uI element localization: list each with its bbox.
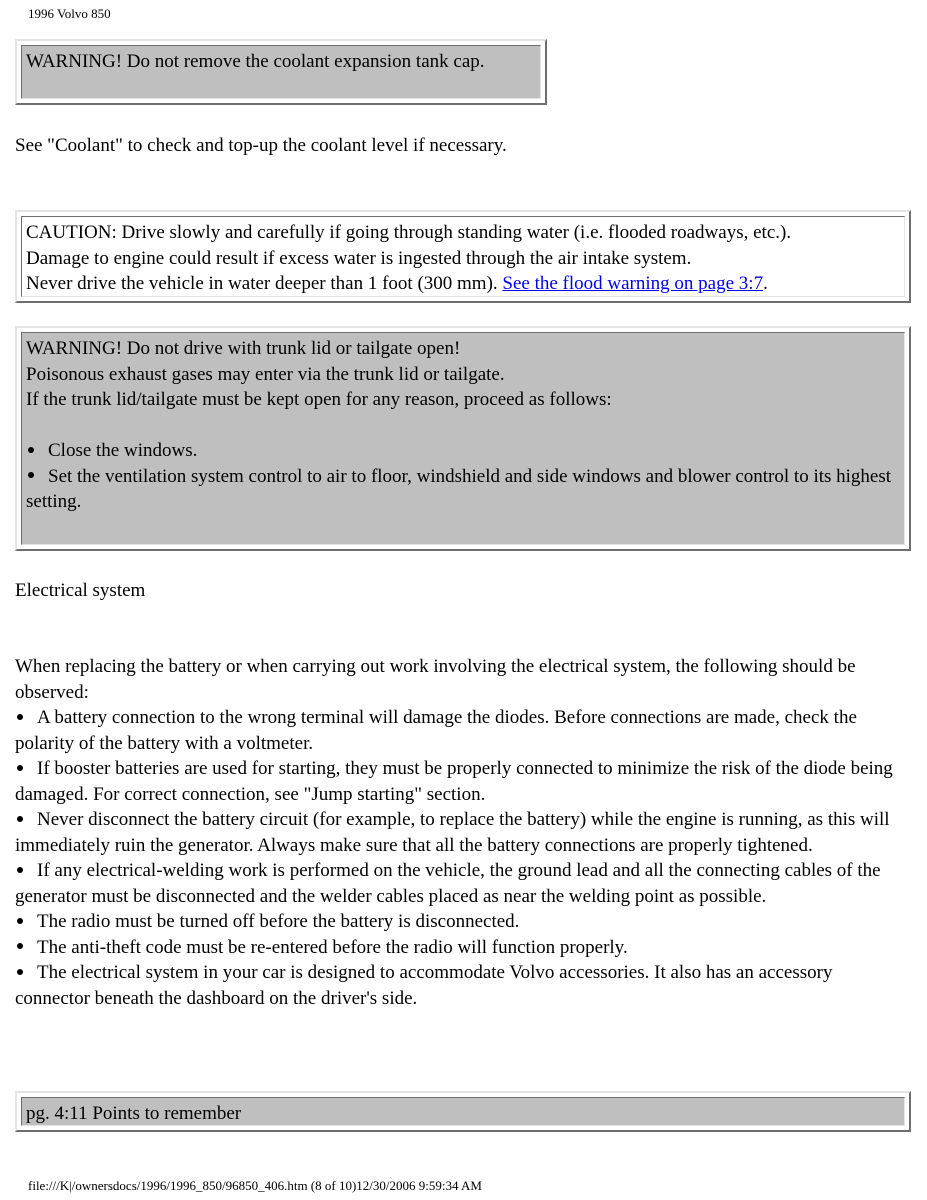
- bullet-icon: [17, 943, 23, 949]
- electrical-intro: When replacing the battery or when carrying out work involving the electrical system, the following should be observed:: [15, 656, 856, 703]
- caution-line-3-suffix: .: [763, 273, 768, 294]
- caution-line-1: CAUTION: Drive slowly and carefully if going through standing water (i.e. flooded roadways, etc.).: [26, 222, 792, 243]
- trunk-warning-box: [15, 326, 911, 551]
- page-reference-box: [15, 1091, 911, 1132]
- bullet-icon: [17, 867, 23, 873]
- list-item: Close the windows.: [26, 438, 900, 464]
- document-header: 1996 Volvo 850: [28, 6, 111, 21]
- coolant-warning-box: [15, 39, 547, 105]
- list-item: The radio must be turned off before the battery is disconnected.: [15, 909, 910, 935]
- bullet-icon: [17, 918, 23, 924]
- list-item: Set the ventilation system control to air to floor, windshield and side windows and blower control to its highest setting.: [26, 465, 892, 512]
- flood-warning-link[interactable]: See the flood warning on page 3:7: [502, 273, 764, 294]
- bullet-icon: [17, 816, 23, 822]
- list-item: If any electrical-welding work is performed on the vehicle, the ground lead and all the connecting cables of the generator must be disconnected and the welder cables placed as near the welding point as possible.: [15, 860, 881, 907]
- coolant-warning-text: WARNING! Do not remove the coolant expansion tank cap.: [21, 45, 541, 99]
- coolant-note: See "Coolant" to check and top-up the coolant level if necessary.: [15, 135, 507, 156]
- bullet-icon: [17, 969, 23, 975]
- list-item: Never disconnect the battery circuit (for example, to replace the battery) while the engine is running, as this will immediately ruin the generator. Always make sure that all the battery connections are properly tightened.: [15, 809, 890, 856]
- list-item: The anti-theft code must be re-entered before the radio will function properly.: [15, 935, 910, 961]
- trunk-warning-line-1: WARNING! Do not drive with trunk lid or tailgate open!: [26, 338, 461, 359]
- page-reference-text: pg. 4:11 Points to remember: [21, 1097, 905, 1126]
- bullet-icon: [17, 765, 23, 771]
- bullet-icon: [17, 714, 23, 720]
- list-item: If booster batteries are used for starting, they must be properly connected to minimize the risk of the diode being damaged. For correct connection, see "Jump starting" section.: [15, 758, 893, 805]
- caution-line-3-prefix: Never drive the vehicle in water deeper than 1 foot (300 mm).: [26, 273, 503, 294]
- bullet-icon: [28, 447, 34, 453]
- document-footer: file:///K|/ownersdocs/1996/1996_850/96850_406.htm (8 of 10)12/30/2006 9:59:34 AM: [28, 1178, 482, 1193]
- list-item: A battery connection to the wrong terminal will damage the diodes. Before connections are made, check the polarity of the battery with a voltmeter.: [15, 707, 857, 754]
- list-item: The electrical system in your car is designed to accommodate Volvo accessories. It also has an accessory connector beneath the dashboard on the driver's side.: [15, 962, 833, 1009]
- caution-line-2: Damage to engine could result if excess water is ingested through the air intake system.: [26, 247, 692, 269]
- trunk-warning-line-3: If the trunk lid/tailgate must be kept open for any reason, proceed as follows:: [26, 389, 612, 410]
- section-heading-electrical: Electrical system: [15, 580, 146, 601]
- bullet-icon: [28, 472, 34, 478]
- trunk-warning-line-2: Poisonous exhaust gases may enter via the trunk lid or tailgate.: [26, 363, 505, 385]
- caution-water-box: [15, 210, 911, 303]
- electrical-body: [15, 654, 910, 1011]
- caution-line-3: [26, 271, 900, 297]
